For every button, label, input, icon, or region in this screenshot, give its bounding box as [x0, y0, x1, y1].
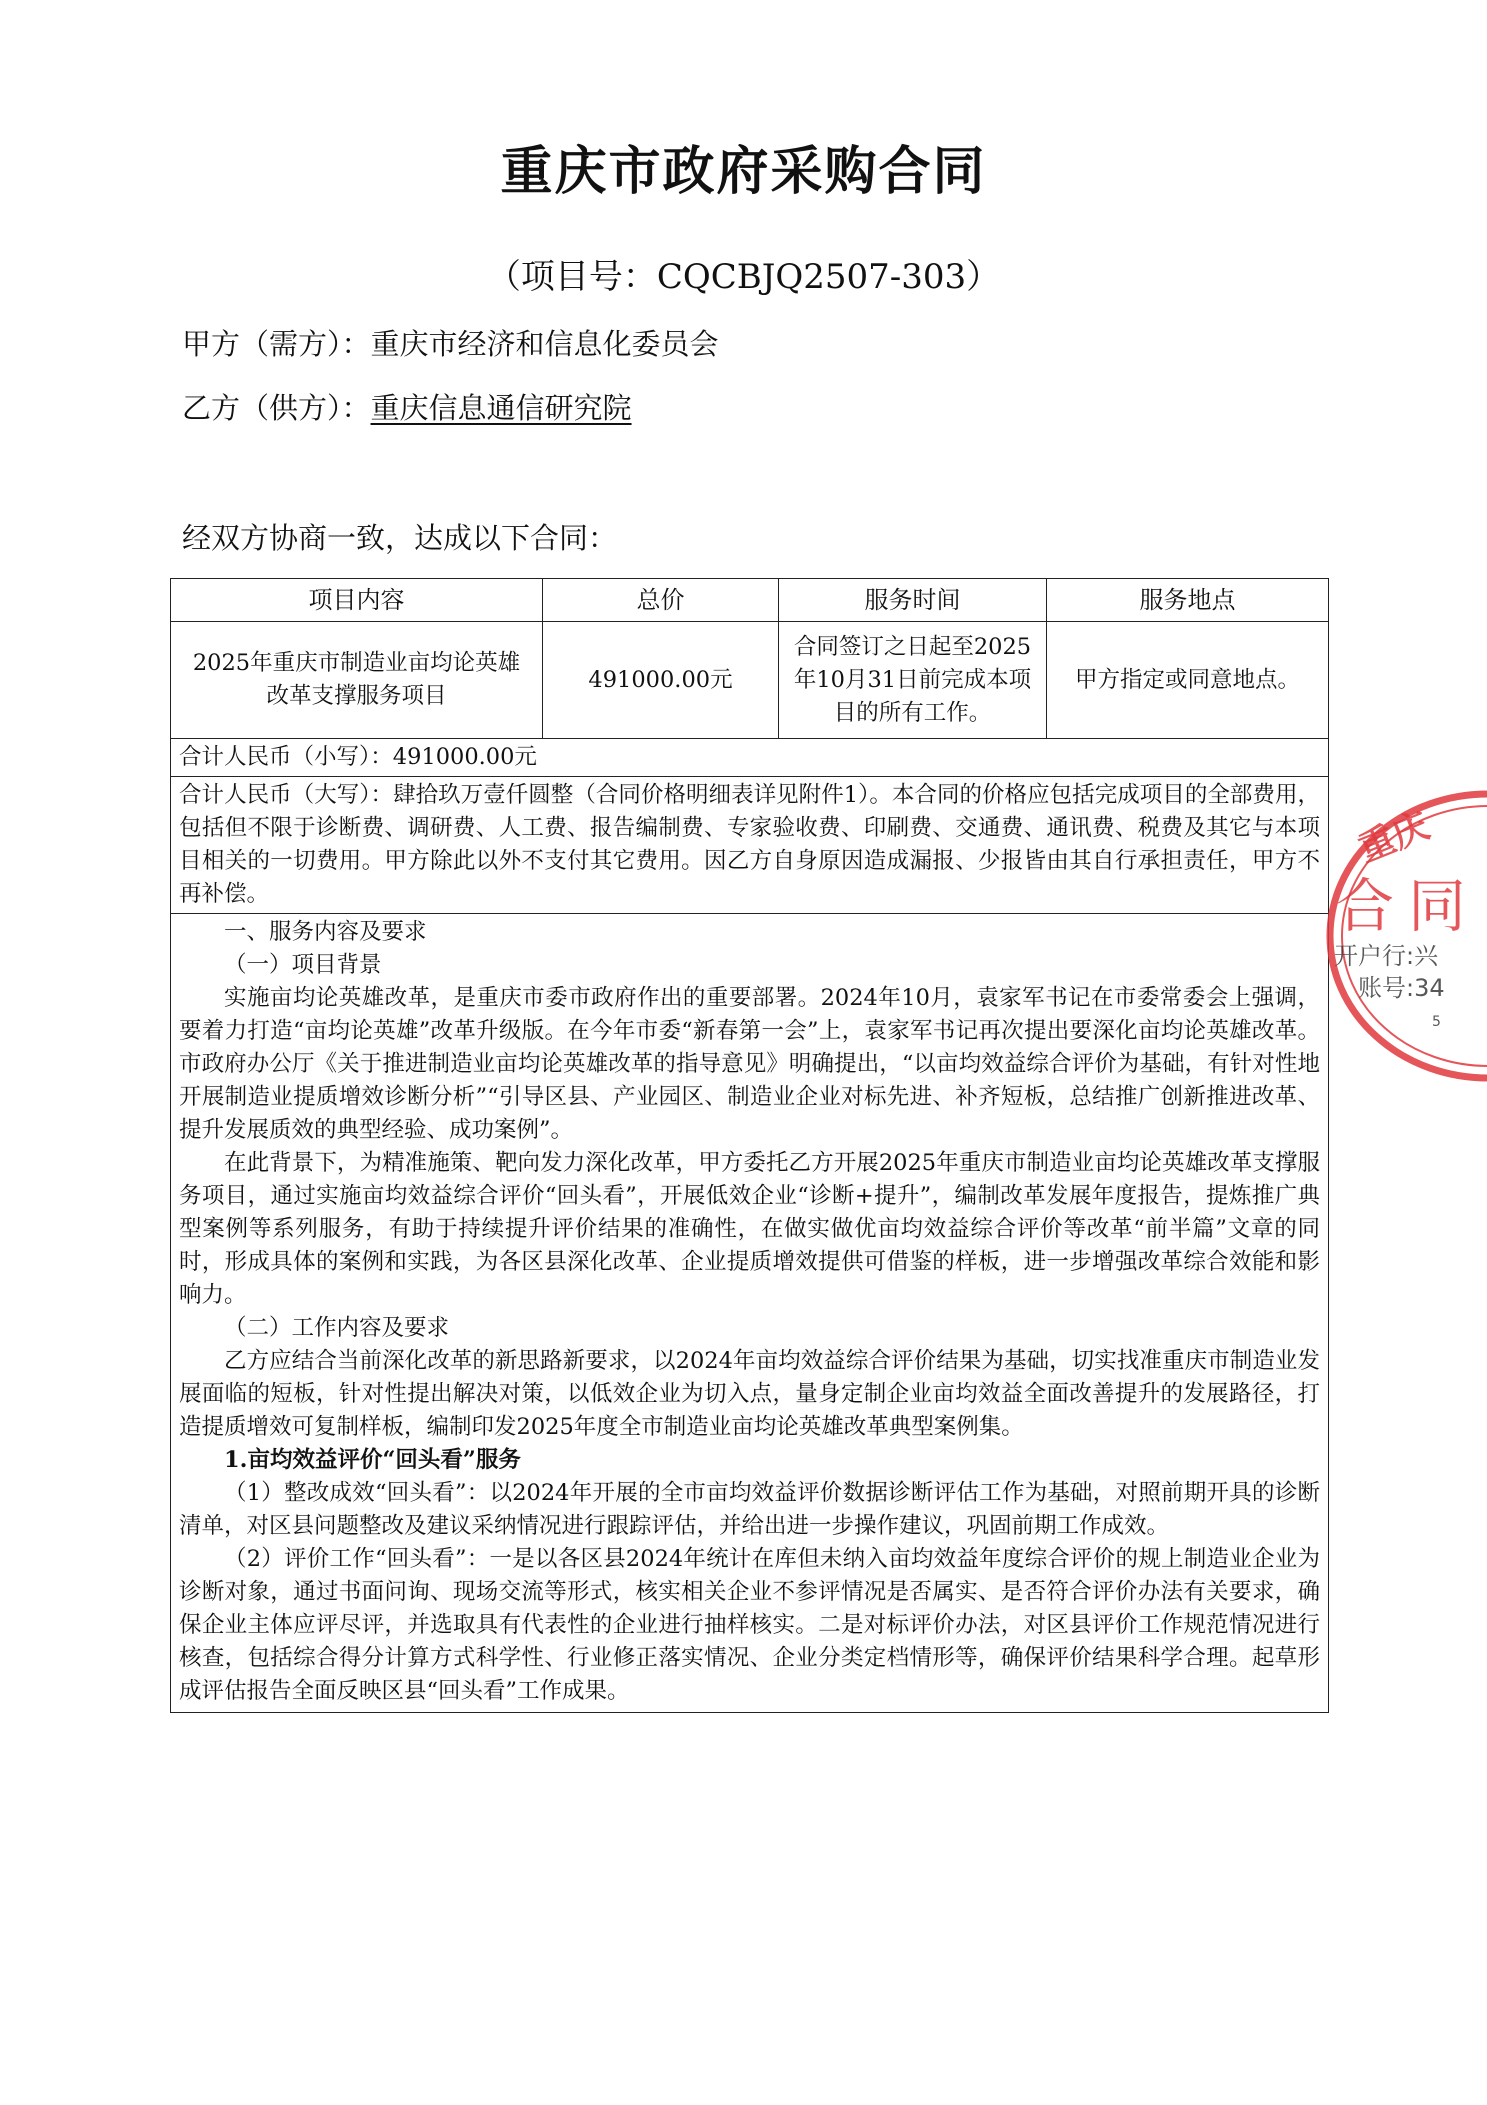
total-large: 合计人民币（大写）：肆拾玖万壹仟圆整（合同价格明细表详见附件1）。本合同的价格应包括完成项目的全部费用，包括但不限于诊断费、调研费、人工费、报告编制费、专家验收费、印刷费、交通费、通讯费、税费及其它与本项目相关的一切费用。甲方除此以外不支付其它费用。因乙方自身原因造成漏报、少报皆由其自行承担责任，甲方不再补偿。 [171, 777, 1329, 914]
seal-text-mid: 合同 [1336, 872, 1481, 940]
seal-digit: 5 [1432, 1014, 1441, 1030]
item-heading: 1.亩均效益评价“回头看”服务 [224, 1447, 521, 1473]
subsection-heading: （二）工作内容及要求 [224, 1315, 450, 1341]
contract-table [170, 578, 1329, 1713]
paragraph: （2）评价工作“回头看”：一是以各区县2024年统计在库但未纳入亩均效益年度综合评价的规上制造业企业为诊断对象，通过书面问询、现场交流等形式，核实相关企业不参评情况是否属实、是否符合评价办法有关要求，确保企业主体应评尽评，并选取具有代表性的企业进行抽样核实。二是对标评价办法，对区县评价工作规范情况进行核查，包括综合得分计算方式科学性、行业修正落实情况、企业分类定档情形等，确保评价结果科学合理。起草形成评估报告全面反映区县“回头看”工作成果。 [179, 1546, 1320, 1704]
subsection-heading: （一）项目背景 [224, 952, 382, 978]
paragraph: （1）整改成效“回头看”：以2024年开展的全市亩均效益评价数据诊断评估工作为基础，对照前期开具的诊断清单，对区县问题整改及建议采纳情况进行跟踪评估，并给出进一步操作建议，巩固前期工作成效。 [179, 1480, 1320, 1539]
total-large-row [171, 777, 1329, 914]
total-small: 合计人民币（小写）：491000.00元 [171, 739, 1329, 777]
party-a-label: 甲方（需方）： [182, 327, 371, 361]
cell-price: 491000.00元 [543, 622, 779, 739]
header-content: 项目内容 [171, 579, 543, 622]
contract-seal-stamp [1318, 786, 1487, 1086]
header-time: 服务时间 [779, 579, 1047, 622]
party-a-name: 重庆市经济和信息化委员会 [370, 327, 719, 361]
document-title: 重庆市政府采购合同 [500, 141, 987, 202]
total-small-row [171, 739, 1329, 777]
cell-content: 2025年重庆市制造业亩均论英雄改革支撑服务项目 [171, 622, 543, 739]
header-place: 服务地点 [1047, 579, 1329, 622]
seal-text-top: 重庆 [1353, 805, 1436, 871]
cell-time: 合同签订之日起至2025年10月31日前完成本项目的所有工作。 [779, 622, 1047, 739]
contract-intro: 经双方协商一致，达成以下合同： [182, 521, 618, 555]
section-heading: 一、服务内容及要求 [224, 919, 427, 945]
party-b-label: 乙方（供方）： [182, 391, 371, 425]
party-b-name: 重庆信息通信研究院 [370, 391, 632, 425]
table-header-row [171, 579, 1329, 622]
party-a [182, 324, 719, 364]
service-content-row [171, 914, 1329, 1713]
paragraph: 实施亩均论英雄改革，是重庆市委市政府作出的重要部署。2024年10月，袁家军书记在市委常委会上强调，要着力打造“亩均论英雄”改革升级版。在今年市委“新春第一会”上，袁家军书记再次提出要深化亩均论英雄改革。市政府办公厅《关于推进制造业亩均论英雄改革的指导意见》明确提出，“以亩均效益综合评价为基础，有针对性地开展制造业提质增效诊断分析”“引导区县、产业园区、制造业企业对标先进、补齐短板，总结推广创新推进改革、提升发展质效的典型经验、成功案例”。 [179, 985, 1320, 1143]
header-price: 总价 [543, 579, 779, 622]
table-row [171, 622, 1329, 739]
party-b [182, 388, 632, 428]
paragraph: 乙方应结合当前深化改革的新思路新要求，以2024年亩均效益综合评价结果为基础，切实找准重庆市制造业发展面临的短板，针对性提出解决对策，以低效企业为切入点，量身定制企业亩均效益全面改善提升的发展路径，打造提质增效可复制样板，编制印发2025年度全市制造业亩均论英雄改革典型案例集。 [179, 1348, 1320, 1440]
seal-account: 账号:34 [1358, 974, 1445, 1002]
project-number: （项目号：CQCBJQ2507-303） [486, 257, 1001, 297]
paragraph: 在此背景下，为精准施策、靶向发力深化改革，甲方委托乙方开展2025年重庆市制造业亩均论英雄改革支撑服务项目，通过实施亩均效益综合评价“回头看”，开展低效企业“诊断+提升”，编制改革发展年度报告，提炼推广典型案例等系列服务，有助于持续提升评价结果的准确性，在做实做优亩均效益综合评价等改革“前半篇”文章的同时，形成具体的案例和实践，为各区县深化改革、企业提质增效提供可借鉴的样板，进一步增强改革综合效能和影响力。 [179, 1150, 1320, 1308]
cell-place: 甲方指定或同意地点。 [1047, 622, 1329, 739]
service-content-cell [171, 914, 1329, 1713]
seal-bank: 开户行:兴 [1334, 942, 1439, 970]
